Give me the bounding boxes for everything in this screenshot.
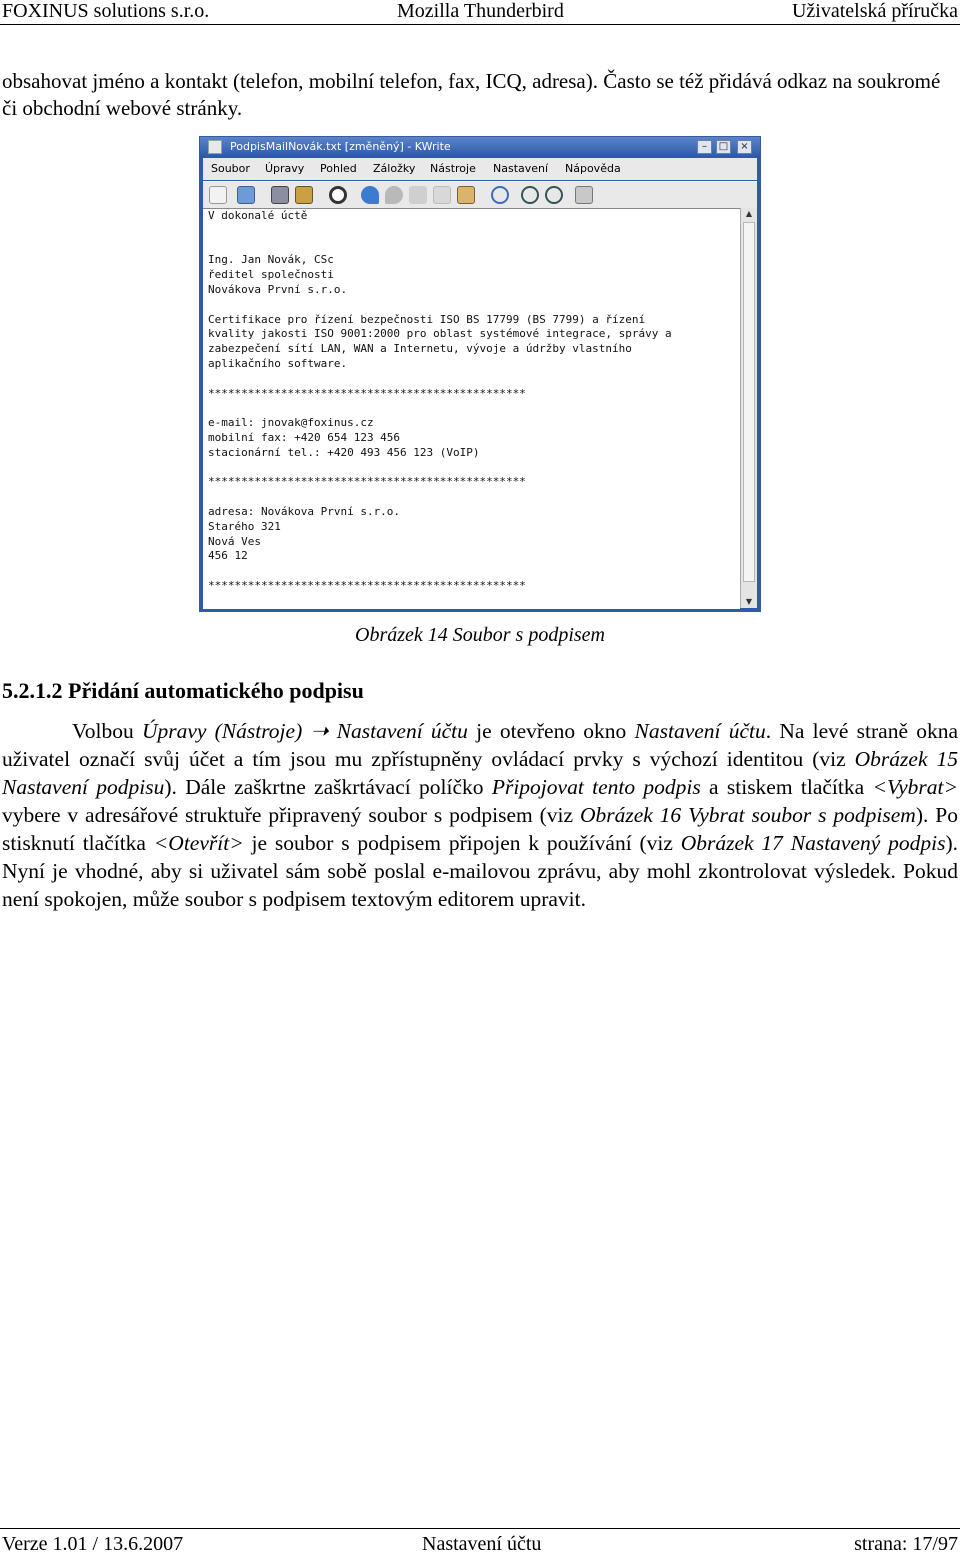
header-company: FOXINUS solutions s.r.o.	[2, 0, 210, 22]
kwrite-screenshot	[199, 136, 761, 612]
menu-zalozky[interactable]: Záložky	[373, 162, 416, 175]
vertical-scrollbar[interactable]	[740, 208, 757, 608]
new-icon[interactable]	[209, 186, 227, 204]
find-icon[interactable]	[491, 186, 509, 204]
close-icon[interactable]	[329, 186, 347, 204]
page-footer	[0, 1528, 960, 1555]
print-icon[interactable]	[575, 186, 593, 204]
scroll-up-icon[interactable]: ▲	[745, 209, 753, 218]
window-titlebar	[200, 137, 760, 157]
minimize-icon[interactable]: –	[697, 140, 712, 154]
copy-icon[interactable]	[433, 186, 451, 204]
intro-paragraph: obsahovat jméno a kontakt (telefon, mobilní telefon, fax, ICQ, adresa). Často se též přidává odkaz na soukromé či obchodní webové stránky.	[2, 69, 941, 120]
header-product: Mozilla Thunderbird	[397, 0, 564, 22]
close-window-icon[interactable]: ×	[737, 140, 752, 154]
footer-version: Verze 1.01 / 13.6.2007	[2, 1533, 184, 1555]
window-title: PodpisMailNovák.txt [změněný] - KWrite	[230, 140, 451, 153]
open-icon[interactable]	[237, 186, 255, 204]
text-editor[interactable]	[203, 208, 740, 609]
menu-nastroje[interactable]: Nástroje	[430, 162, 476, 175]
figure-caption: Obrázek 14 Soubor s podpisem	[355, 624, 605, 646]
save-icon[interactable]	[271, 186, 289, 204]
scroll-down-icon[interactable]: ▼	[745, 597, 753, 606]
zoom-out-icon[interactable]	[545, 186, 563, 204]
footer-chapter: Nastavení účtu	[422, 1533, 542, 1555]
page-header	[0, 0, 960, 25]
menu-upravy[interactable]: Úpravy	[265, 162, 305, 175]
menu-napoveda[interactable]: Nápověda	[565, 162, 621, 175]
body-paragraph: Volbou Úpravy (Nástroje) ➝ Nastavení účtu je otevřeno okno Nastavení účtu. Na levé straně okna uživatel označí svůj účet a tím jsou mu zpřístupněny ovládací prvky s výchozí identitou (viz Obrázek 15 Nastavení podpisu). Dále zaškrtne zaškrtávací políčko Připojovat tento podpis a stiskem tlačítka <Vybrat> vybere v adresářové struktuře připravený soubor s podpisem (viz Obrázek 16 Vybrat soubor s podpisem). Po stisknutí tlačítka <Otevřít> je soubor s podpisem připojen k používání (viz Obrázek 17 Nastavený podpis). Nyní je vhodné, aby si uživatel sám sobě poslal e-mailovou zprávu, aby mohl zkontrolovat výsledek. Pokud není spokojen, může soubor s podpisem textovým editorem upravit.	[2, 719, 959, 911]
cut-icon[interactable]	[409, 186, 427, 204]
menu-pohled[interactable]: Pohled	[320, 162, 357, 175]
menu-nastaveni[interactable]: Nastavení	[493, 162, 549, 175]
menu-soubor[interactable]: Soubor	[211, 162, 250, 175]
app-icon	[208, 140, 222, 154]
header-doc-title: Uživatelská příručka	[791, 0, 958, 22]
undo-icon[interactable]	[361, 186, 379, 204]
menu-bar	[203, 158, 757, 180]
scrollbar-thumb[interactable]	[743, 222, 755, 582]
paste-icon[interactable]	[457, 186, 475, 204]
redo-icon[interactable]	[385, 186, 403, 204]
editor-content: V dokonalé úctě Ing. Jan Novák, CSc ředitel společnosti Novákova První s.r.o. Certifikace pro řízení bezpečnosti ISO BS 17799 (BS 7799) a řízení kvality jakosti ISO 9001:2000 pro oblast systémové integrace, správy a zabezpečení sítí LAN, WAN a Internetu, vývoje a údržby vlastního aplikačního software. ************************************************ e-mail: jnovak@foxinus.cz mobilní fax: +420 654 123 456 stacionární tel.: +420 493 456 123 (VoIP) ************************************************ adresa: Novákova První s.r.o. Starého 321 Nová Ves 456 12 ************************************************	[208, 209, 672, 592]
toolbar	[203, 181, 757, 208]
zoom-in-icon[interactable]	[521, 186, 539, 204]
section-heading: 5.2.1.2 Přidání automatického podpisu	[2, 678, 364, 703]
save-as-icon[interactable]	[295, 186, 313, 204]
maximize-icon[interactable]: □	[716, 140, 731, 154]
footer-page-number: strana: 17/97	[854, 1533, 958, 1555]
